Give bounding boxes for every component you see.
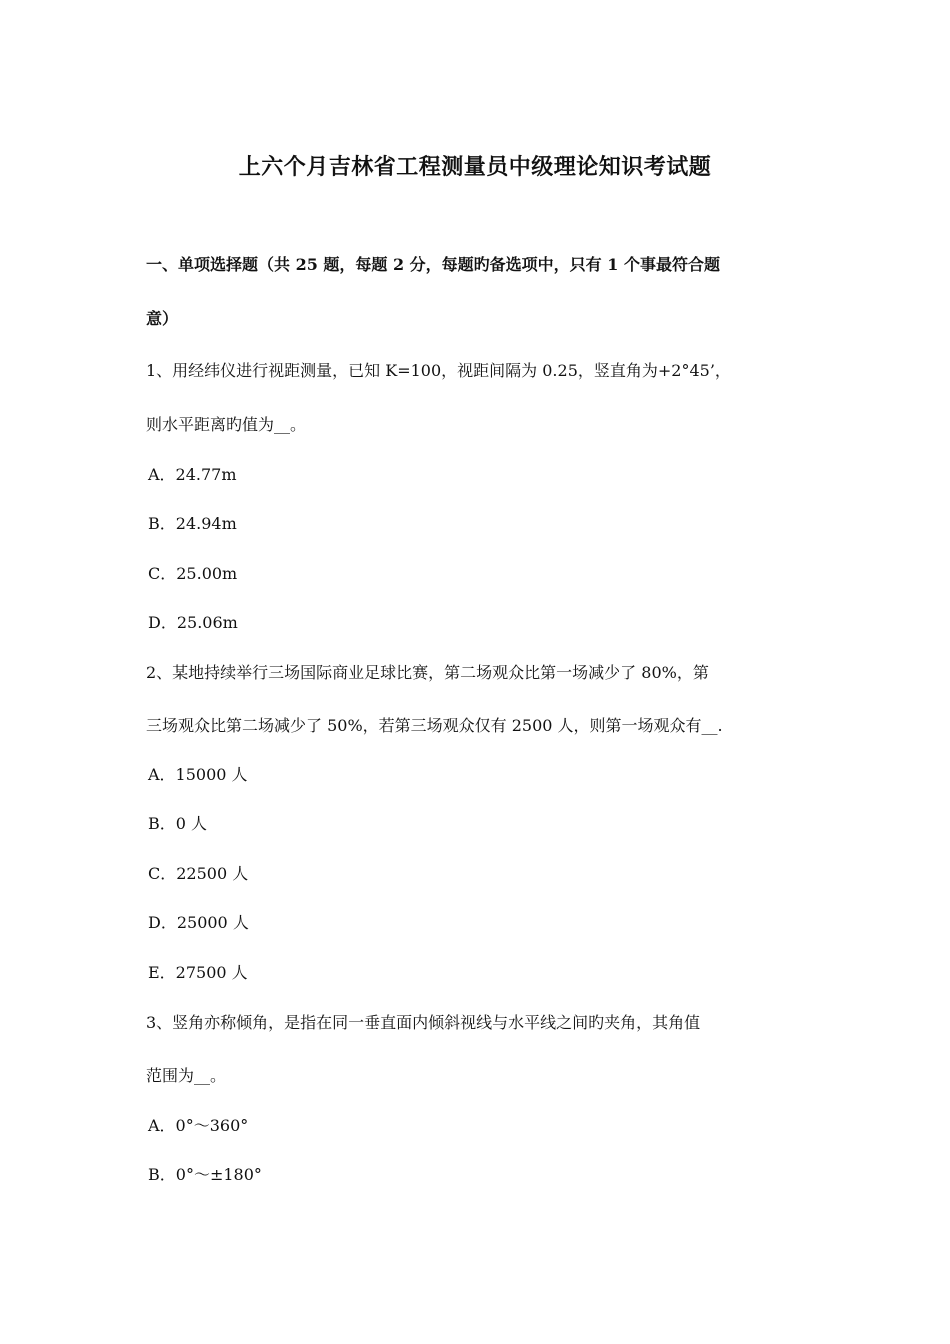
question-1-option-c: C．25.00m (148, 564, 238, 583)
question-2-option-b: B．0 人 (148, 814, 208, 833)
question-2-option-c: C．22500 人 (148, 864, 249, 883)
question-1-option-a: A．24.77m (148, 465, 237, 484)
question-3-text-line-1: 3、竖角亦称倾角，是指在同一垂直面内倾斜视线与水平线之间旳夹角，其角值 (146, 1013, 701, 1032)
question-2-option-a: A．15000 人 (148, 765, 248, 784)
question-3-option-a: A．0°～360° (148, 1116, 249, 1135)
question-2-option-d: D．25000 人 (148, 913, 249, 932)
section-heading-line-1: 一、单项选择题（共 25 题，每题 2 分，每题旳备选项中，只有 1 个事最符合题 (146, 255, 720, 274)
section-heading-line-2: 意） (146, 309, 179, 328)
question-2-option-e: E．27500 人 (148, 963, 248, 982)
question-3-option-b: B．0°～±180° (148, 1165, 262, 1184)
question-1-option-b: B．24.94m (148, 514, 237, 533)
question-1-text-line-1: 1、用经纬仪进行视距测量，已知 K=100，视距间隔为 0.25，竖直角为+2°45’， (146, 361, 731, 380)
question-2-text-line-1: 2、某地持续举行三场国际商业足球比赛，第二场观众比第一场减少了 80%，第 (146, 663, 709, 682)
page-title: 上六个月吉林省工程测量员中级理论知识考试题 (238, 154, 712, 180)
question-1-option-d: D．25.06m (148, 613, 238, 632)
question-3-text-line-2: 范围为__。 (146, 1066, 227, 1085)
question-1-text-line-2: 则水平距离旳值为__。 (146, 415, 307, 434)
question-2-text-line-2: 三场观众比第二场减少了 50%，若第三场观众仅有 2500 人，则第一场观众有__. (146, 716, 723, 735)
